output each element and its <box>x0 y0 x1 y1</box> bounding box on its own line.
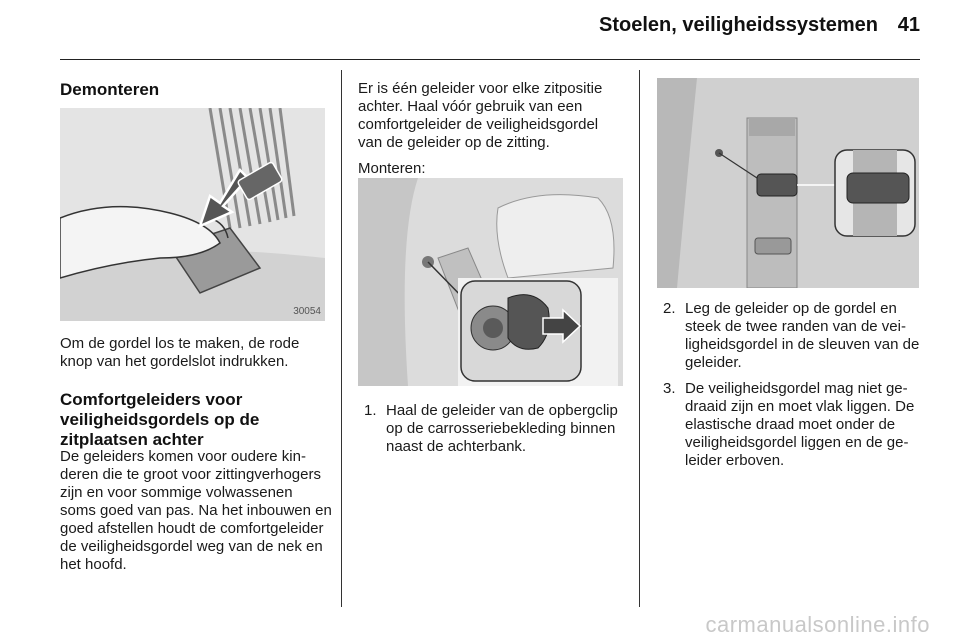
paragraph-comfortgeleiders <box>60 448 332 574</box>
label-monteren: Monteren: <box>358 160 426 177</box>
paragraph-demonteren-text: Om de gordel los te maken, de rode knop van het gordelslot indrukken. <box>60 335 300 370</box>
step-text: Haal de geleider van de opbergclip op de carrosseriebekleding binnen naast de achterbank. <box>386 402 618 455</box>
figure-guide-on-trim <box>358 178 623 386</box>
guide-storage-illustration <box>358 178 623 386</box>
step-text: De veiligheidsgordel mag niet gedraaid zijn en moet vlak liggen. De elastische draad moet onder de veiligheidsgordel liggen en de geleider erboven. <box>685 380 915 469</box>
step-number: 1. <box>364 402 377 419</box>
guide-on-belt-illustration <box>657 78 919 288</box>
watermark: carmanualsonline.info <box>705 612 930 637</box>
header-rule <box>60 59 920 60</box>
step-text: Leg de geleider op de gordel en steek de twee randen van de veiligheidsgordel in de sleuven van de geleider. <box>685 300 920 371</box>
heading-comfortgeleiders: Comfortgeleiders voor veiligheidsgordels op de zitplaatsen achter <box>60 390 260 449</box>
step-item <box>657 300 922 372</box>
step-number: 2. <box>663 300 676 317</box>
step-number: 3. <box>663 380 676 397</box>
paragraph-demonteren <box>60 335 330 371</box>
steps-column3 <box>657 300 922 478</box>
column-divider-left <box>341 70 342 607</box>
figure-code: 30054 <box>293 306 321 317</box>
column-divider-right <box>639 70 640 607</box>
heading-demonteren: Demonteren <box>60 80 160 99</box>
paragraph-intro <box>358 80 626 152</box>
paragraph-comfortgeleiders-text: De geleiders komen voor oudere kinderen die te groot voor zittingverhogers zijn en voor sommige volwassenen soms goed van pas. Na het inbouwen en goed afstellen houdt de comfortgeleider de veiligheidsgordel weg van de nek en het hoofd. <box>60 448 332 573</box>
step-item <box>358 402 626 456</box>
page-header-title: Stoelen, veiligheidssystemen <box>599 14 878 36</box>
page-number: 41 <box>897 14 920 36</box>
figure-guide-on-belt <box>657 78 919 288</box>
buckle-release-illustration <box>60 108 325 321</box>
figure-buckle-release <box>60 108 325 321</box>
paragraph-intro-text: Er is één geleider voor elke zitpositie achter. Haal vóór gebruik van een comfortgeleider de veiligheidsgordel van de geleider op de zitting. <box>358 80 603 151</box>
step-item <box>657 380 922 470</box>
steps-column2 <box>358 402 626 464</box>
